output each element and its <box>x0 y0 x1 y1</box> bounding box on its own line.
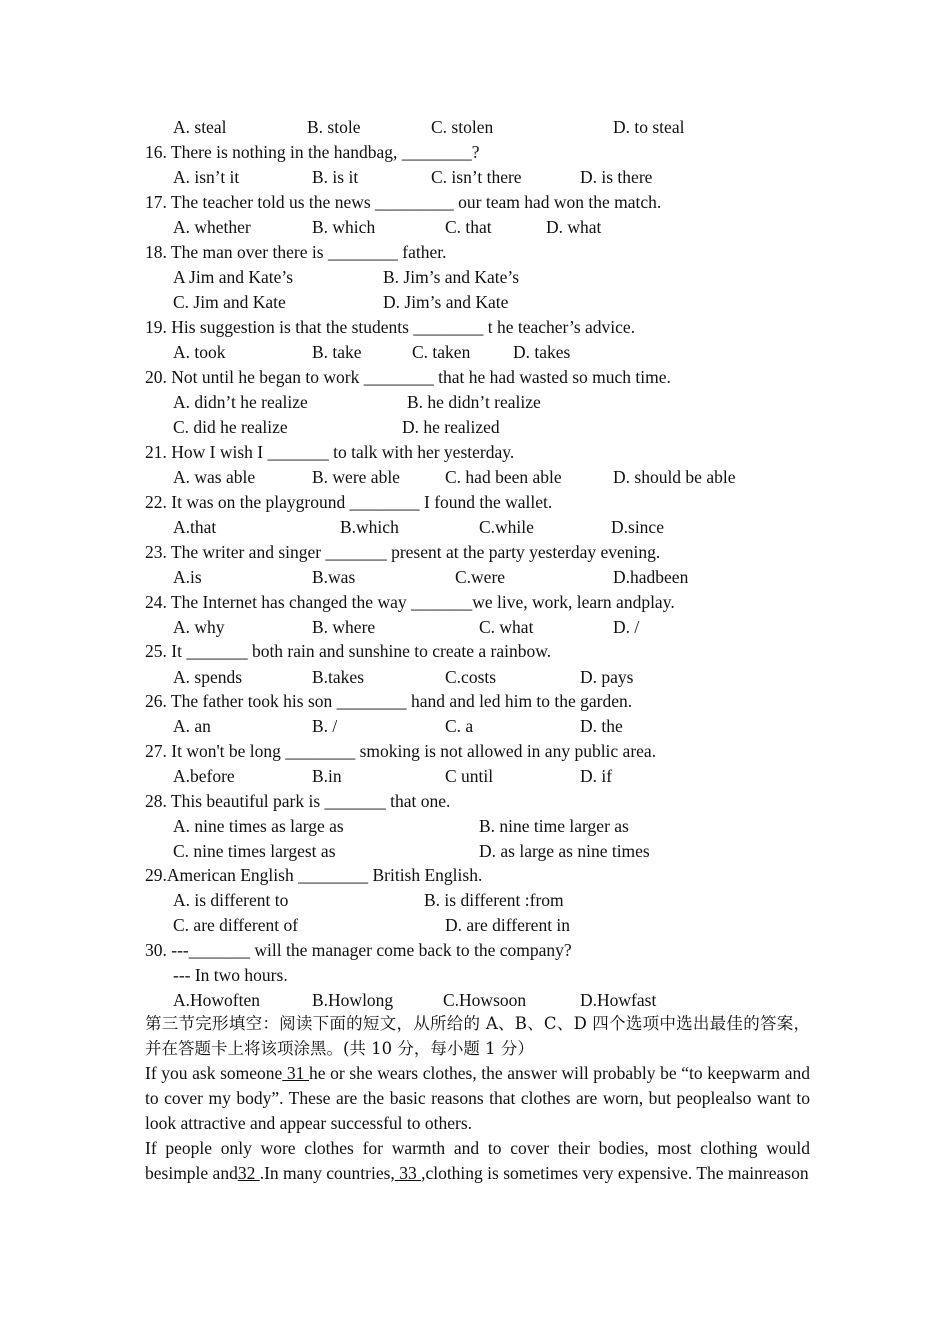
option: C. are different of <box>173 915 299 935</box>
option: D. to steal <box>613 117 685 137</box>
option: D. is there <box>580 167 653 187</box>
option: A. why <box>173 617 225 637</box>
option: B. he didn’t realize <box>407 392 541 412</box>
question-stem: 23. The writer and singer _______ present at the party yesterday evening. <box>145 542 661 562</box>
option: B.was <box>312 567 356 587</box>
option: B. nine time larger as <box>479 816 629 836</box>
option: D. he realized <box>402 417 500 437</box>
option: C. a <box>445 716 474 736</box>
option: C. did he realize <box>173 417 288 437</box>
option: D. are different in <box>445 915 571 935</box>
option: A. an <box>173 716 211 736</box>
option: D. takes <box>513 342 571 362</box>
question-stem: 18. The man over there is ________ father. <box>145 242 447 262</box>
option: A.that <box>173 517 217 537</box>
option: B.Howlong <box>312 990 394 1010</box>
question-stem: 17. The teacher told us the news _________ our team had won the match. <box>145 192 662 212</box>
option: D. as large as nine times <box>479 841 650 861</box>
option: C. nine times largest as <box>173 841 336 861</box>
option: C. had been able <box>445 467 562 487</box>
option: B. take <box>312 342 362 362</box>
question-stem: 20. Not until he began to work ________ that he had wasted so much time. <box>145 367 671 387</box>
question-stem: 25. It _______ both rain and sunshine to create a rainbow. <box>145 641 552 661</box>
option: A. whether <box>173 217 251 237</box>
section-heading: 第三节完形填空：阅读下面的短文，从所给的 A、B、C、D 四个选项中选出最佳的答案，并在答题卡上将该项涂黑。(共 10 分，每小题 1 分） <box>145 1014 810 1058</box>
question-stem: 27. It won't be long ________ smoking is not allowed in any public area. <box>145 741 657 761</box>
question-stem: 22. It was on the playground ________ I found the wallet. <box>145 492 553 512</box>
question-stem: 24. The Internet has changed the way _______we live, work, learn andplay. <box>145 592 675 612</box>
blank-32: 32 <box>237 1163 260 1183</box>
option: A.is <box>173 567 202 587</box>
option: A. steal <box>173 117 227 137</box>
option: A. didn’t he realize <box>173 392 308 412</box>
option: C. what <box>479 617 534 637</box>
option: B. Jim’s and Kate’s <box>383 267 520 287</box>
option: D. the <box>580 716 623 736</box>
passage-text: ,clothing is sometimes very expensive. The mainreason <box>421 1163 809 1183</box>
passage-text: he or she wears clothes, the answer will probably be “to keepwarm and to cover my body”. These are the basic reasons that clothes are worn, but peoplealso want to look attractive and appear successful to others. <box>145 1063 811 1133</box>
passage-text: .In many countries, <box>259 1163 395 1183</box>
option: D.Howfast <box>580 990 657 1010</box>
option: C. that <box>445 217 492 237</box>
passage-paragraph <box>145 1136 810 1186</box>
option: C.while <box>479 517 534 537</box>
option: B.in <box>312 766 342 786</box>
option: A. nine times as large as <box>173 816 344 836</box>
option: C. Jim and Kate <box>173 292 286 312</box>
blank-31: 31 <box>282 1063 310 1083</box>
passage-paragraph <box>145 1061 810 1136</box>
option: C.costs <box>445 667 497 687</box>
option: A Jim and Kate’s <box>173 267 294 287</box>
option: C until <box>445 766 494 786</box>
option: D. if <box>580 766 613 786</box>
option: C. taken <box>412 342 471 362</box>
option: A. took <box>173 342 226 362</box>
option: B. were able <box>312 467 400 487</box>
option: B. is different :from <box>424 890 564 910</box>
question-stem: 16. There is nothing in the handbag, ________? <box>145 142 480 162</box>
option: B.which <box>340 517 399 537</box>
option: C.were <box>455 567 506 587</box>
option: B.takes <box>312 667 365 687</box>
question-stem: 28. This beautiful park is _______ that one. <box>145 791 451 811</box>
question-stem: 19. His suggestion is that the students ________ t he teacher’s advice. <box>145 317 636 337</box>
question-reply: --- In two hours. <box>173 965 288 985</box>
option: D. Jim’s and Kate <box>383 292 509 312</box>
option: D.hadbeen <box>613 567 689 587</box>
option: A.Howoften <box>173 990 260 1010</box>
passage-text: If people only wore clothes for warmth and to cover their bodies, most clothing would besimple and <box>145 1138 810 1183</box>
option: B. / <box>312 716 338 736</box>
question-stem: 30. ---_______ will the manager come back to the company? <box>145 940 572 960</box>
option: C.Howsoon <box>443 990 527 1010</box>
option: A.before <box>173 766 235 786</box>
option: B. is it <box>312 167 359 187</box>
question-stem: 21. How I wish I _______ to talk with her yesterday. <box>145 442 515 462</box>
option: A. was able <box>173 467 256 487</box>
question-stem: 29.American English ________ British English. <box>145 865 483 885</box>
blank-33: 33 <box>394 1163 422 1183</box>
option: B. stole <box>307 117 361 137</box>
option: C. stolen <box>431 117 494 137</box>
option: C. isn’t there <box>431 167 522 187</box>
option: D. what <box>546 217 602 237</box>
question-stem: 26. The father took his son ________ hand and led him to the garden. <box>145 691 633 711</box>
option: D. / <box>613 617 640 637</box>
option: D. should be able <box>613 467 736 487</box>
option: A. isn’t it <box>173 167 240 187</box>
option: B. where <box>312 617 376 637</box>
option: D. pays <box>580 667 634 687</box>
option: A. is different to <box>173 890 289 910</box>
passage-text: If you ask someone <box>145 1063 283 1083</box>
option: B. which <box>312 217 376 237</box>
option: D.since <box>611 517 664 537</box>
option: A. spends <box>173 667 243 687</box>
